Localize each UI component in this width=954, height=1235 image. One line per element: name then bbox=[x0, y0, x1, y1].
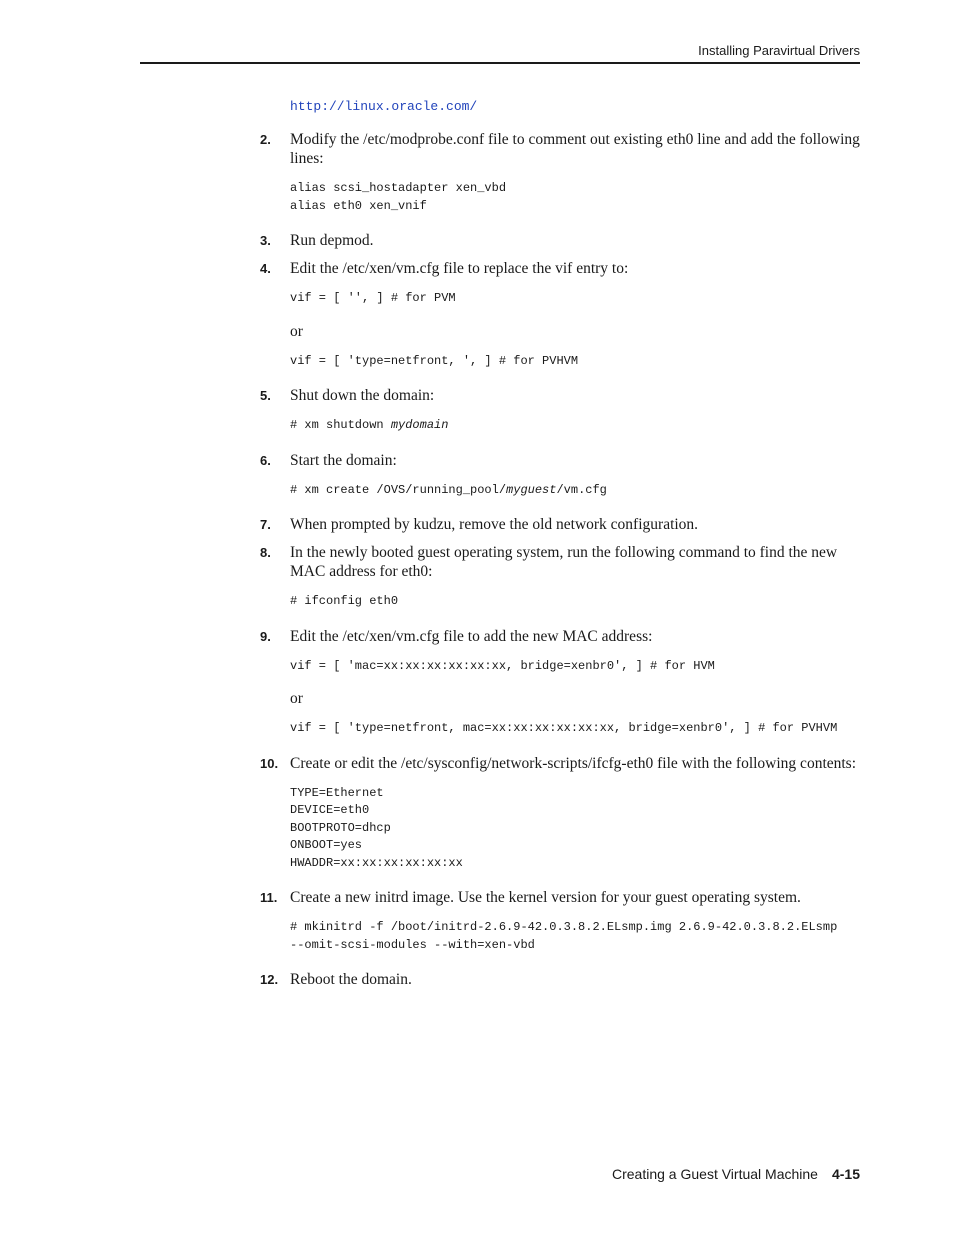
code-text: # xm shutdown bbox=[290, 418, 391, 432]
page-header-title: Installing Paravirtual Drivers bbox=[698, 43, 860, 58]
step-text: Run depmod. bbox=[290, 232, 374, 249]
code-block-vif-pvhvm: vif = [ 'type=netfront, ', ] # for PVHVM bbox=[290, 353, 579, 368]
step-text: When prompted by kudzu, remove the old network configuration. bbox=[290, 516, 699, 533]
step-number: 4. bbox=[260, 261, 271, 276]
step-text: In the newly booted guest operating system, run the following command to find the new MAC address for eth0: bbox=[290, 544, 838, 580]
step-10 bbox=[260, 754, 860, 773]
footer-section-title: Creating a Guest Virtual Machine bbox=[612, 1166, 818, 1182]
code-block-vif-mac-hvm: vif = [ 'mac=xx:xx:xx:xx:xx:xx, bridge=xenbr0', ] # for HVM bbox=[290, 658, 715, 673]
code-block-shutdown bbox=[290, 417, 860, 435]
step-9 bbox=[260, 627, 860, 646]
step-text: Reboot the domain. bbox=[290, 971, 412, 988]
step-number: 9. bbox=[260, 628, 271, 644]
step-7 bbox=[260, 515, 860, 534]
step-text: Create a new initrd image. Use the kernel version for your guest operating system. bbox=[290, 889, 801, 906]
step-4 bbox=[260, 259, 860, 278]
code-text: # xm create /OVS/running_pool/ bbox=[290, 482, 507, 497]
step-number: 6. bbox=[260, 452, 271, 468]
code-block-modprobe: alias scsi_hostadapter xen_vbd alias eth0 xen_vnif bbox=[290, 181, 507, 213]
step-number: 2. bbox=[260, 132, 271, 147]
page-content bbox=[260, 98, 860, 989]
page-footer bbox=[612, 1166, 860, 1182]
step-number: 7. bbox=[260, 517, 271, 532]
step-text: Edit the /etc/xen/vm.cfg file to add the new MAC address: bbox=[290, 627, 653, 645]
code-block-ifconfig: # ifconfig eth0 bbox=[290, 594, 399, 608]
step-text: Edit the /etc/xen/vm.cfg file to replace the vif entry to: bbox=[290, 260, 629, 277]
step-number: 5. bbox=[260, 388, 271, 403]
or-label: or bbox=[290, 690, 303, 707]
step-2 bbox=[260, 130, 860, 168]
header-rule bbox=[140, 62, 860, 64]
step-number: 11. bbox=[260, 890, 278, 905]
code-block-vif-mac-pvhvm: vif = [ 'type=netfront, mac=xx:xx:xx:xx:xx:xx, bridge=xenbr0', ] # for PVHVM bbox=[290, 721, 838, 735]
or-label: or bbox=[290, 322, 303, 340]
code-block-ifcfg: TYPE=Ethernet DEVICE=eth0 BOOTPROTO=dhcp ONBOOT=yes HWADDR=xx:xx:xx:xx:xx:xx bbox=[290, 785, 463, 870]
step-5 bbox=[260, 386, 860, 405]
step-number: 12. bbox=[260, 972, 279, 987]
step-text: Modify the /etc/modprobe.conf file to comment out existing eth0 line and add the following lines: bbox=[290, 131, 860, 167]
step-number: 10. bbox=[260, 755, 279, 771]
step-text: Shut down the domain: bbox=[290, 387, 435, 404]
code-text: /vm.cfg bbox=[556, 482, 607, 497]
page-number: 4-15 bbox=[831, 1166, 860, 1182]
code-block-create bbox=[290, 482, 860, 500]
step-text: Start the domain: bbox=[290, 451, 397, 469]
step-3 bbox=[260, 231, 860, 250]
step-11 bbox=[260, 888, 860, 907]
step-text: Create or edit the /etc/sysconfig/network-scripts/ifcfg-eth0 file with the following contents: bbox=[290, 754, 857, 772]
code-block-vif-pvm: vif = [ '', ] # for PVM bbox=[290, 291, 456, 305]
step-number: 8. bbox=[260, 545, 271, 560]
code-block-mkinitrd: # mkinitrd -f /boot/initrd-2.6.9-42.0.3.8.2.ELsmp.img 2.6.9-42.0.3.8.2.ELsmp --omit-scsi-modules --with=xen-vbd bbox=[290, 920, 838, 952]
step-6 bbox=[260, 451, 860, 470]
code-argument: mydomain bbox=[390, 418, 449, 432]
code-argument: myguest bbox=[506, 482, 557, 497]
step-8 bbox=[260, 543, 860, 581]
step-12 bbox=[260, 970, 860, 989]
oracle-linux-link[interactable]: http://linux.oracle.com/ bbox=[290, 99, 478, 114]
step-number: 3. bbox=[260, 233, 271, 248]
